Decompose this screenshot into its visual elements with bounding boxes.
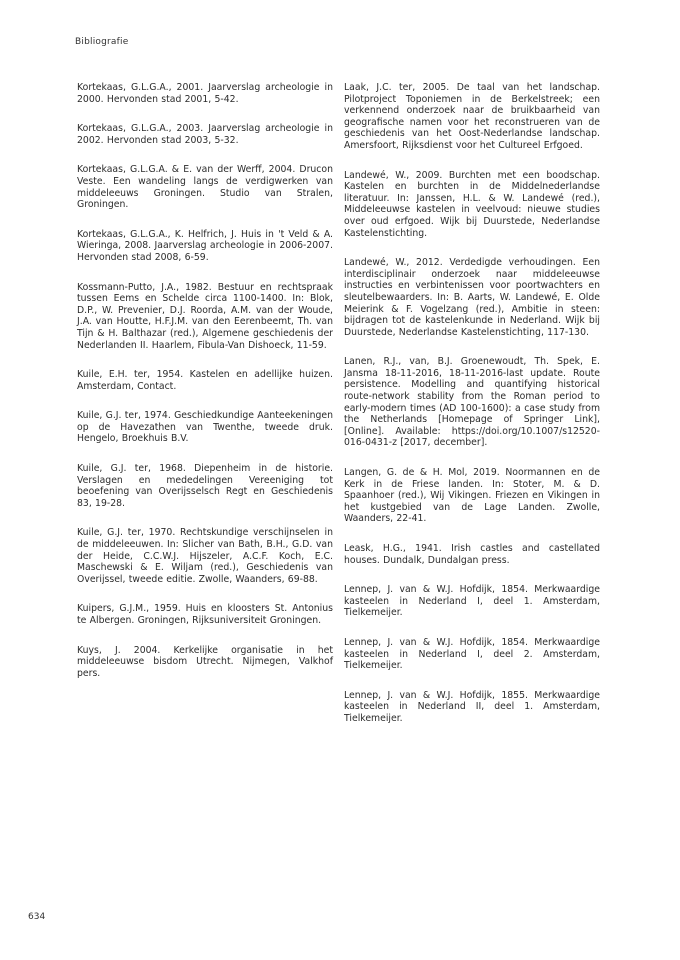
- bibliography-entry: Kortekaas, G.L.G.A., 2001. Jaarverslag archeologie in 2000. Hervonden stad 2001, 5-42.: [77, 82, 333, 105]
- bibliography-entry: Kossmann-Putto, J.A., 1982. Bestuur en rechtspraak tussen Eems en Schelde circa 1100-1400. In: Blok, D.P., W. Prevenier, D.J. Roorda, A.M. van der Woude, J.A. van Houtte, H.F.J.M. van den Eerenbeemt, Th. van Tijn & H. Balthazar (red.), Algemene geschiedenis der Nederlanden II. Haarlem, Fibula-Van Dishoeck, 11-59.: [77, 281, 333, 351]
- running-head: Bibliografie: [75, 37, 129, 47]
- page-number: 634: [28, 912, 46, 922]
- bibliography-entry: Lennep, J. van & W.J. Hofdijk, 1854. Merkwaardige kasteelen in Nederland I, deel 2. Amsterdam, Tielkemeijer.: [344, 636, 600, 672]
- bibliography-entry: Landewé, W., 2009. Burchten met een boodschap. Kastelen en burchten in de Middelnederlandse literatuur. In: Janssen, H.L. & W. Landewé (red.), Middeleeuwse kastelen in veelvoud: nieuwe studies over oud erfgoed. Wijk bij Duurstede, Nederlandse Kastelenstichting.: [344, 169, 600, 239]
- bibliography-entry: Kortekaas, G.L.G.A., K. Helfrich, J. Huis in 't Veld & A. Wieringa, 2008. Jaarverslag archeologie in 2006-2007. Hervonden stad 2008, 6-59.: [77, 228, 333, 263]
- bibliography-entry: Kortekaas, G.L.G.A. & E. van der Werff, 2004. Drucon Veste. Een wandeling langs de verdigwerken van middeleeuws Groningen. Studio van Stralen, Groningen.: [77, 164, 333, 211]
- bibliography-entry: Kuile, E.H. ter, 1954. Kastelen en adellijke huizen. Amsterdam, Contact.: [77, 369, 333, 392]
- bibliography-entry: Kuipers, G.J.M., 1959. Huis en kloosters St. Antonius te Albergen. Groningen, Rijksuniversiteit Groningen.: [77, 603, 333, 626]
- bibliography-entry: Leask, H.G., 1941. Irish castles and castellated houses. Dundalk, Dundalgan press.: [344, 543, 600, 566]
- bibliography-entry: Lanen, R.J., van, B.J. Groenewoudt, Th. Spek, E. Jansma 18-11-2016, 18-11-2016-last update. Route persistence. Modelling and quantifying historical route-network stability from the Roman period to early-modern times (AD 100-1600): a case study from the Netherlands [Homepage of Springer Link], [Online]. Available: https://doi.org/10.1007/s12520-016-0431-z [2017, december].: [344, 356, 600, 449]
- bibliography-entry: Landewé, W., 2012. Verdedigde verhoudingen. Een interdisciplinair onderzoek naar middeleeuwse instructies en verbintenissen voor poortwachters en sleutelbewaarders. In: B. Aarts, W. Landewé, E. Olde Meierink & F. Vogelzang (red.), Ambitie in steen: bijdragen tot de kastelenkunde in Nederland. Wijk bij Duurstede, Nederlandse Kastelenstichting, 117-130.: [344, 257, 600, 338]
- bibliography-entry: Laak, J.C. ter, 2005. De taal van het landschap. Pilotproject Toponiemen in de Berkelstreek; een verkennend onderzoek naar de bruikbaarheid van geografische namen voor het reconstrueren van de geschiedenis van het Oost-Nederlandse landschap. Amersfoort, Rijksdienst voor het Cultureel Erfgoed.: [344, 82, 600, 151]
- bibliography-entry: Lennep, J. van & W.J. Hofdijk, 1855. Merkwaardige kasteelen in Nederland II, deel 1. Amsterdam, Tielkemeijer.: [344, 689, 600, 724]
- bibliography-entry: Kuys, J. 2004. Kerkelijke organisatie in het middeleeuwse bisdom Utrecht. Nijmegen, Valkhof pers.: [77, 644, 333, 679]
- bibliography-entry: Langen, G. de & H. Mol, 2019. Noormannen en de Kerk in de Friese landen. In: Stoter, M. & D. Spaanhoer (red.), Wij Vikingen. Friezen en Vikingen in het kustgebied van de Lage Landen. Zwolle, Waanders, 22-41.: [344, 467, 600, 525]
- left-column: [77, 82, 333, 697]
- bibliography-entry: Lennep, J. van & W.J. Hofdijk, 1854. Merkwaardige kasteelen in Nederland I, deel 1. Amsterdam, Tielkemeijer.: [344, 584, 600, 619]
- bibliography-entry: Kuile, G.J. ter, 1970. Rechtskundige verschijnselen in de middeleeuwen. In: Slicher van Bath, B.H., G.D. van der Heide, C.C.W.J. Hijszeler, A.C.F. Koch, E.C. Maschewski & E. Wiljam (red.), Geschiedenis van Overijssel, tweede editie. Zwolle, Waanders, 69-88.: [77, 527, 333, 585]
- bibliography-entry: Kortekaas, G.L.G.A., 2003. Jaarverslag archeologie in 2002. Hervonden stad 2003, 5-32.: [77, 123, 333, 146]
- right-column: [344, 82, 600, 743]
- bibliography-entry: Kuile, G.J. ter, 1968. Diepenheim in de historie. Verslagen en mededelingen Vereeniging tot beoefening van Overijsselsch Regt en Geschiedenis 83, 19-28.: [77, 463, 333, 509]
- bibliography-entry: Kuile, G.J. ter, 1974. Geschiedkundige Aanteekeningen op de Havezathen van Twenthe, tweede druk. Hengelo, Broekhuis B.V.: [77, 410, 333, 445]
